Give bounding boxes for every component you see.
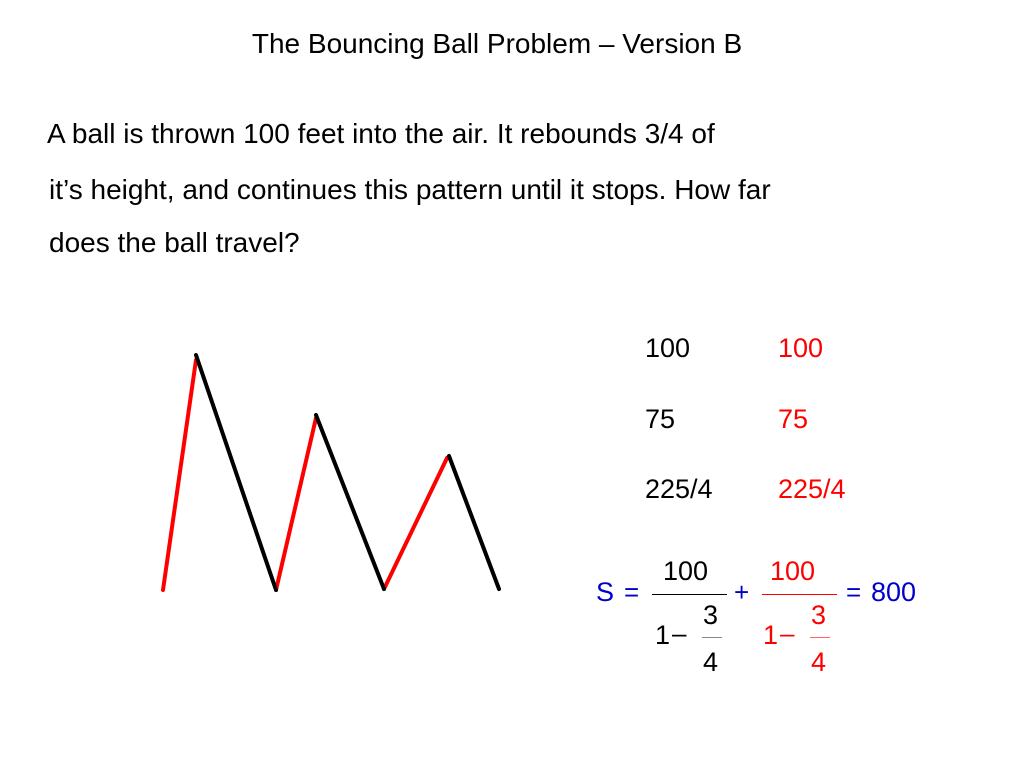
frac2-minus: – [780,618,795,648]
down-term-3: 225/4 [778,474,846,504]
problem-line-3: does the ball travel? [49,227,300,258]
down-term-1: 100 [778,333,824,363]
bounce-up-segment-2 [276,418,316,590]
frac2-small-denominator: 4 [811,647,827,677]
frac1-one: 1 [655,620,671,650]
frac2-numerator: 100 [770,556,816,586]
frac2-small-bar [810,637,830,638]
frac1-numerator: 100 [663,556,709,586]
slide-title: The Bouncing Ball Problem – Version B [251,28,743,59]
frac2-bar [762,594,837,595]
frac1-small-denominator: 4 [703,647,719,677]
up-term-1: 100 [645,333,691,363]
up-term-3: 225/4 [645,474,713,504]
frac1-bar [652,594,727,595]
bounce-down-segment-3 [449,456,499,589]
frac2-small-numerator: 3 [811,600,827,630]
frac2-one: 1 [763,620,779,650]
frac1-small-numerator: 3 [703,600,719,630]
formula-result: 800 [871,577,917,607]
problem-line-1: A ball is thrown 100 feet into the air. It rebounds 3/4 of [47,118,715,149]
formula-equals-result: = [846,577,862,607]
problem-line-2: it’s height, and continues this pattern until it stops. How far [49,174,771,205]
frac1-small-bar [702,637,722,638]
down-term-2: 75 [778,404,809,434]
up-term-2: 75 [645,404,676,434]
formula-plus: + [734,577,750,607]
bounce-down-segment-1 [196,355,276,590]
bounce-up-segment-1 [163,360,196,590]
bounce-up-segment-3 [384,458,447,589]
frac1-minus: – [672,618,687,648]
formula-lhs: S [596,577,615,607]
bounce-down-segment-2 [316,415,384,589]
formula-equals: = [624,577,640,607]
